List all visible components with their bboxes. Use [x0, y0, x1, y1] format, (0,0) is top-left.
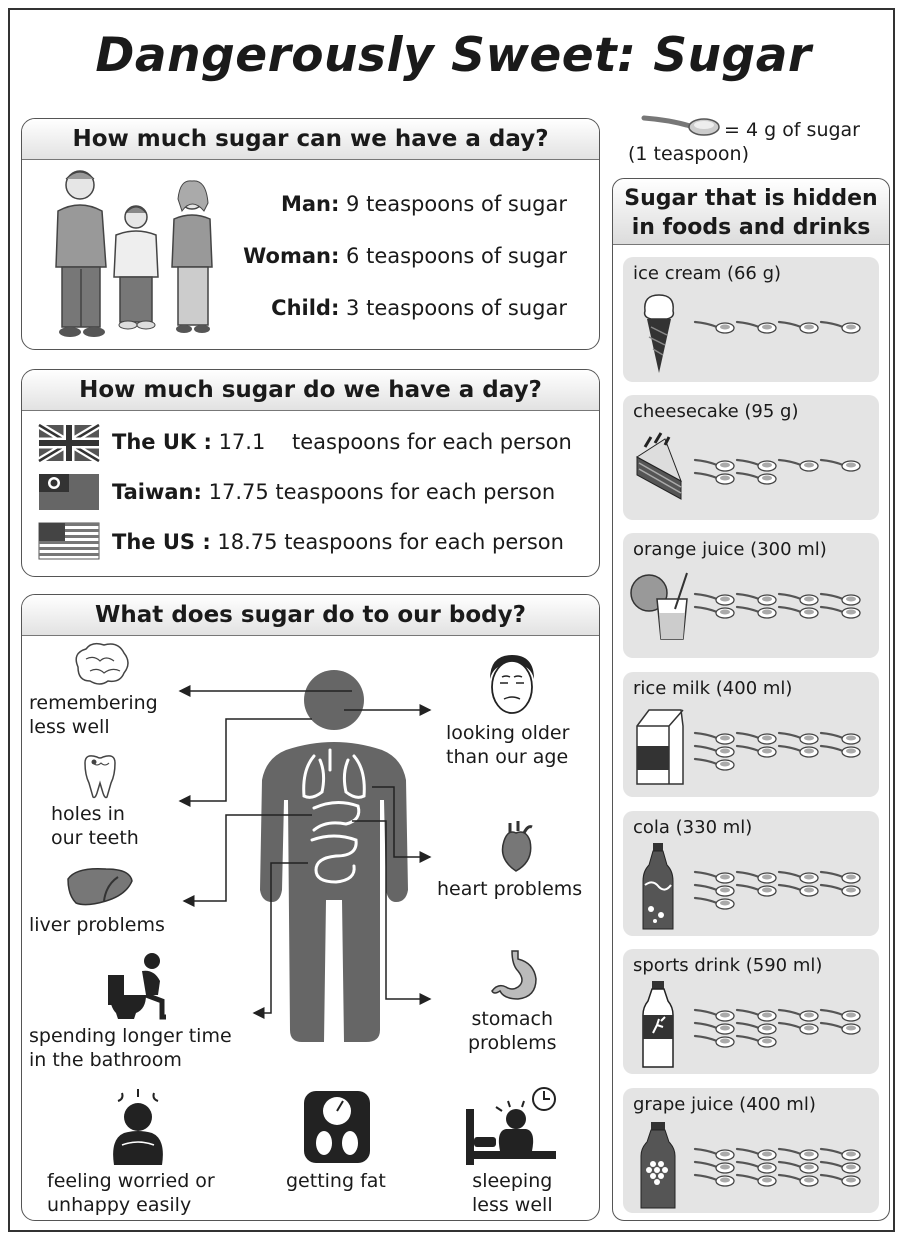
teaspoon-icon — [821, 322, 860, 333]
effect-heart: heart problems — [437, 878, 583, 900]
recommended-row-man — [281, 192, 567, 216]
teaspoon-icon — [821, 746, 860, 757]
spoon-group — [695, 1146, 875, 1203]
teaspoon-icon — [695, 1175, 734, 1186]
food-item — [623, 257, 879, 382]
teaspoon-icon — [695, 1023, 734, 1034]
teaspoon-icon — [821, 1175, 860, 1186]
spoon-group — [695, 1007, 875, 1064]
teaspoon-icon — [737, 473, 776, 484]
recommended-amount: 3 teaspoons of sugar — [346, 296, 567, 320]
body-effects-panel — [21, 594, 600, 1221]
spoon-group — [695, 730, 875, 787]
teaspoon-icon — [695, 594, 734, 605]
teaspoon-icon — [695, 1010, 734, 1021]
teaspoon-icon — [779, 460, 818, 471]
teaspoon-icon — [737, 885, 776, 896]
stomach-icon — [488, 949, 544, 1003]
teaspoon-icon — [695, 885, 734, 896]
consumption-amount: 17.1 teaspoons for each person — [218, 430, 572, 454]
food-label: orange juice (300 ml) — [633, 539, 827, 560]
old-face-icon — [484, 653, 540, 719]
teaspoon-icon — [821, 885, 860, 896]
consumption-country: Taiwan: — [112, 480, 202, 504]
effect-memory: remembering less well — [29, 692, 158, 738]
teaspoon-icon — [821, 1010, 860, 1021]
teaspoon-icon — [695, 473, 734, 484]
teaspoon-icon — [695, 1162, 734, 1173]
recommended-amount: 9 teaspoons of sugar — [346, 192, 567, 216]
effect-liver: liver problems — [29, 914, 165, 936]
teaspoon-icon — [695, 872, 734, 883]
teaspoon-icon — [821, 460, 860, 471]
sports-drink-icon — [641, 981, 675, 1071]
grape-juice-icon — [639, 1122, 677, 1210]
teaspoon-icon — [821, 1149, 860, 1160]
food-label: rice milk (400 ml) — [633, 678, 793, 699]
food-label: sports drink (590 ml) — [633, 955, 823, 976]
teaspoon-icon — [695, 460, 734, 471]
food-item — [623, 811, 879, 936]
food-item — [623, 672, 879, 797]
liver-icon — [66, 865, 136, 909]
teaspoon-icon — [737, 1175, 776, 1186]
teaspoon-icon — [779, 1162, 818, 1173]
consumption-country: The US : — [112, 530, 211, 554]
teaspoon-icon — [737, 607, 776, 618]
toilet-icon — [106, 951, 170, 1021]
hidden-sugar-heading: Sugar that is hidden in foods and drinks — [613, 179, 889, 245]
food-label: cola (330 ml) — [633, 817, 753, 838]
teaspoon-icon — [737, 322, 776, 333]
consumption-heading: How much sugar do we have a day? — [22, 370, 599, 411]
teaspoon-icon — [640, 110, 720, 146]
teaspoon-icon — [821, 594, 860, 605]
teaspoon-icon — [779, 1010, 818, 1021]
worried-person-icon — [108, 1089, 168, 1167]
teaspoon-icon — [695, 898, 734, 909]
food-item — [623, 395, 879, 520]
uk-flag-icon — [39, 425, 101, 463]
food-label: cheesecake (95 g) — [633, 401, 799, 422]
teaspoon-icon — [695, 1149, 734, 1160]
spoon-group — [695, 457, 875, 501]
teaspoon-icon — [737, 733, 776, 744]
recommended-row-child — [271, 296, 567, 320]
recommended-who: Woman: — [243, 244, 340, 268]
teaspoon-icon — [821, 872, 860, 883]
effect-teeth: holes in our teeth — [51, 803, 139, 849]
teaspoon-icon — [779, 733, 818, 744]
consumption-country: The UK : — [112, 430, 212, 454]
teaspoon-icon — [779, 1175, 818, 1186]
recommended-heading: How much sugar can we have a day? — [22, 119, 599, 160]
page-title: Dangerously Sweet: Sugar — [95, 28, 812, 83]
hidden-sugar-panel — [612, 178, 890, 1221]
teaspoon-icon — [737, 746, 776, 757]
recommended-amount: 6 teaspoons of sugar — [346, 244, 567, 268]
teaspoon-legend: = 4 g of sugar — [724, 119, 860, 141]
teaspoon-icon — [779, 607, 818, 618]
teaspoon-icon — [737, 1162, 776, 1173]
spoon-group — [695, 591, 875, 635]
cola-icon — [641, 843, 675, 933]
effect-worried: feeling worried or unhappy easily — [47, 1170, 215, 1216]
teaspoon-icon — [695, 746, 734, 757]
teaspoon-icon — [737, 460, 776, 471]
ice-cream-icon — [639, 291, 681, 377]
spoon-group — [695, 319, 875, 350]
consumption-amount: 18.75 teaspoons for each person — [217, 530, 564, 554]
consumption-row-uk — [112, 430, 572, 454]
teaspoon-icon — [695, 607, 734, 618]
effect-bathroom: spending longer time in the bathroom — [29, 1025, 232, 1071]
teaspoon-icon — [737, 594, 776, 605]
brain-icon — [70, 641, 132, 689]
teaspoon-icon — [779, 746, 818, 757]
food-item — [623, 949, 879, 1074]
cheesecake-icon — [635, 433, 687, 501]
teaspoon-icon — [695, 759, 734, 770]
recommended-row-woman — [243, 244, 567, 268]
teaspoon-icon — [779, 594, 818, 605]
family-icon — [44, 167, 234, 342]
teaspoon-icon — [737, 872, 776, 883]
taiwan-flag-icon — [39, 474, 101, 512]
consumption-amount: 17.75 teaspoons for each person — [208, 480, 556, 504]
consumption-panel — [21, 369, 600, 577]
consumption-row-taiwan — [112, 480, 555, 504]
teaspoon-icon — [821, 1023, 860, 1034]
teaspoon-icon — [695, 322, 734, 333]
teaspoon-icon — [821, 1162, 860, 1173]
recommended-who: Child: — [271, 296, 340, 320]
heart-organ-icon — [496, 821, 536, 873]
consumption-row-us — [112, 530, 564, 554]
teaspoon-icon — [821, 607, 860, 618]
teaspoon-icon — [779, 1023, 818, 1034]
rice-milk-icon — [633, 706, 689, 788]
scale-icon — [302, 1089, 372, 1165]
teaspoon-icon — [695, 1036, 734, 1047]
food-label: grape juice (400 ml) — [633, 1094, 816, 1115]
teaspoon-icon — [779, 885, 818, 896]
effect-fat: getting fat — [286, 1170, 386, 1192]
teaspoon-icon — [779, 872, 818, 883]
effect-older: looking older than our age — [446, 722, 570, 768]
insomnia-icon — [466, 1085, 558, 1165]
orange-juice-icon — [629, 569, 693, 645]
recommended-who: Man: — [280, 192, 340, 216]
teaspoon-icon — [779, 1149, 818, 1160]
teaspoon-icon — [737, 1010, 776, 1021]
spoon-group — [695, 869, 875, 926]
us-flag-icon — [39, 523, 101, 561]
tooth-icon — [79, 753, 121, 801]
teaspoon-icon — [779, 322, 818, 333]
teaspoon-icon — [695, 733, 734, 744]
food-item — [623, 1088, 879, 1213]
effect-stomach: stomach problems — [468, 1008, 557, 1054]
food-item — [623, 533, 879, 658]
effect-sleep: sleeping less well — [472, 1170, 553, 1216]
food-label: ice cream (66 g) — [633, 263, 782, 284]
teaspoon-icon — [737, 1023, 776, 1034]
recommended-panel — [21, 118, 600, 350]
teaspoon-icon — [737, 1036, 776, 1047]
teaspoon-legend-note: (1 teaspoon) — [628, 143, 749, 165]
teaspoon-icon — [737, 1149, 776, 1160]
body-effects-heading: What does sugar do to our body? — [22, 595, 599, 636]
teaspoon-icon — [821, 733, 860, 744]
